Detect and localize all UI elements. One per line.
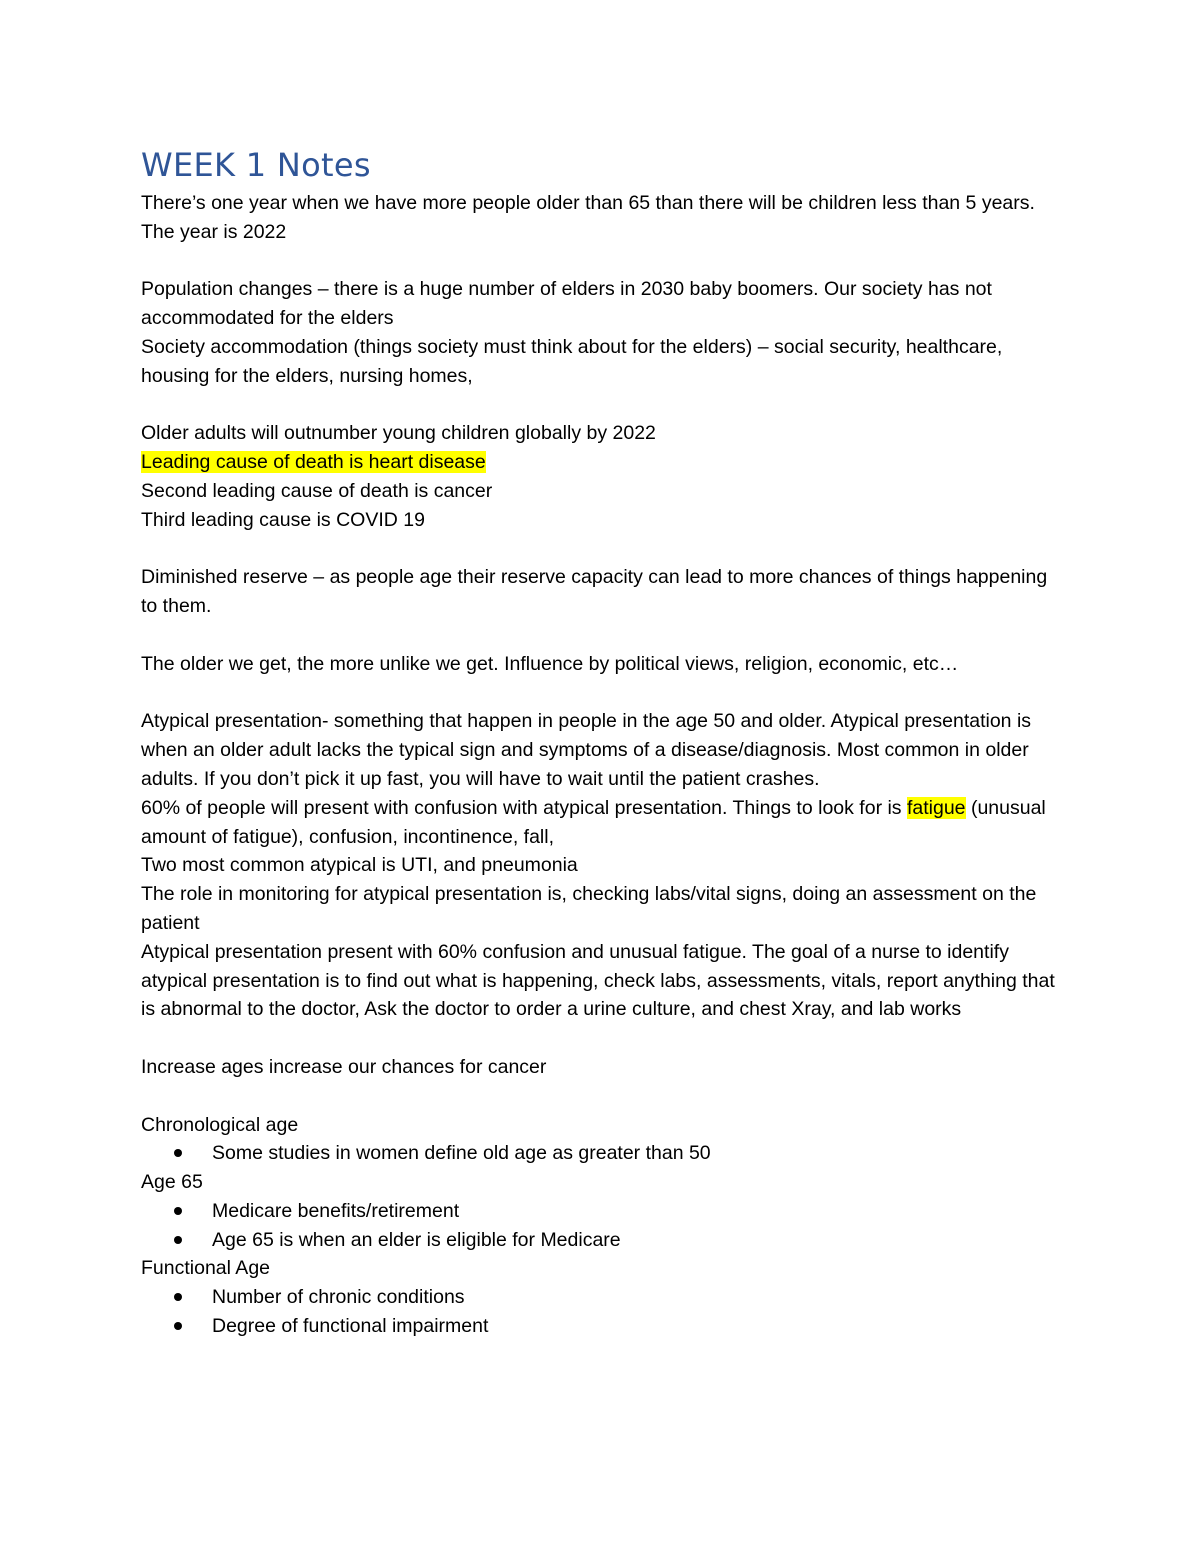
section-heading-chronological-age: Chronological age [141,1113,299,1136]
bullet-list [141,1197,1061,1255]
paragraph-second-cause: Second leading cause of death is cancer [141,479,493,502]
paragraph-diminished-reserve: Diminished reserve – as people age their reserve capacity can lead to more chances of things happening to them. [141,566,1048,618]
list-item [141,1283,1061,1312]
blank-line [141,247,1061,276]
bullet-icon [174,1322,182,1330]
bullet-list [141,1283,1061,1341]
document-title: WEEK 1 Notes [141,146,371,184]
list-item-text: Some studies in women define old age as greater than 50 [212,1142,711,1165]
list-item [141,1197,1061,1226]
paragraph-increase-ages: Increase ages increase our chances for cancer [141,1055,547,1078]
paragraph-population-changes: Population changes – there is a huge number of elders in 2030 baby boomers. Our society has not accommodated for the elders [141,278,992,330]
paragraph-sixty-percent [141,794,1061,852]
bullet-icon [174,1149,182,1157]
paragraph-year-2022: There’s one year when we have more people older than 65 than there will be children less than 5 years. The year is 2022 [141,192,1035,243]
list-item [141,1226,1061,1255]
list-item-text: Degree of functional impairment [212,1315,489,1338]
document-body [141,143,1061,1341]
paragraph-third-cause: Third leading cause is COVID 19 [141,508,425,531]
blank-line [141,391,1061,420]
text-run: (unusual amount of fatigue), confusion, incontinence, fall, [141,796,1046,848]
blank-line [141,1082,1061,1111]
bullet-icon [174,1293,182,1301]
list-item-text: Age 65 is when an elder is eligible for Medicare [212,1228,621,1251]
list-item [141,1312,1061,1341]
text-run: 60% of people will present with confusion with atypical presentation. Things to look for is [141,796,907,819]
paragraph-older-we-get: The older we get, the more unlike we get. Influence by political views, religion, economic, etc… [141,652,959,675]
blank-line [141,621,1061,650]
list-item [141,1139,1061,1168]
paragraph-two-most-common: Two most common atypical is UTI, and pneumonia [141,854,578,877]
list-item-text: Medicare benefits/retirement [212,1199,460,1222]
blank-line [141,679,1061,708]
blank-line [141,535,1061,564]
section-heading-age-65: Age 65 [141,1171,203,1194]
list-item-text: Number of chronic conditions [212,1286,465,1309]
blank-line [141,1024,1061,1053]
paragraph-goal-of-nurse: Atypical presentation present with 60% confusion and unusual fatigue. The goal of a nurse to identify atypical presentation is to find out what is happening, check labs, assessments, vitals, report anything that is abnormal to the doctor, Ask the doctor to order a urine culture, and chest Xray, and lab works [141,940,1055,1021]
section-heading-functional-age: Functional Age [141,1257,271,1280]
paragraph-leading-cause [141,448,1061,477]
bullet-icon [174,1236,182,1244]
bullet-icon [174,1207,182,1215]
paragraph-older-adults-outnumber: Older adults will outnumber young children globally by 2022 [141,422,656,445]
paragraph-role-monitoring: The role in monitoring for atypical presentation is, checking labs/vital signs, doing an assessment on the patient [141,883,1037,934]
bullet-list [141,1139,1061,1168]
highlighted-text-heart-disease: Leading cause of death is heart disease [141,451,486,474]
highlighted-text-fatigue: fatigue [906,796,966,819]
paragraph-society-accommodation: Society accommodation (things society must think about for the elders) – social security, healthcare, housing for the elders, nursing homes, [141,335,1003,387]
paragraph-atypical-presentation: Atypical presentation- something that happen in people in the age 50 and older. Atypical presentation is when an older adult lacks the typical sign and symptoms of a disease/diagnosis. Most common in older adults. If you don’t pick it up fast, you will have to wait until the patient crashes. [141,710,1032,790]
